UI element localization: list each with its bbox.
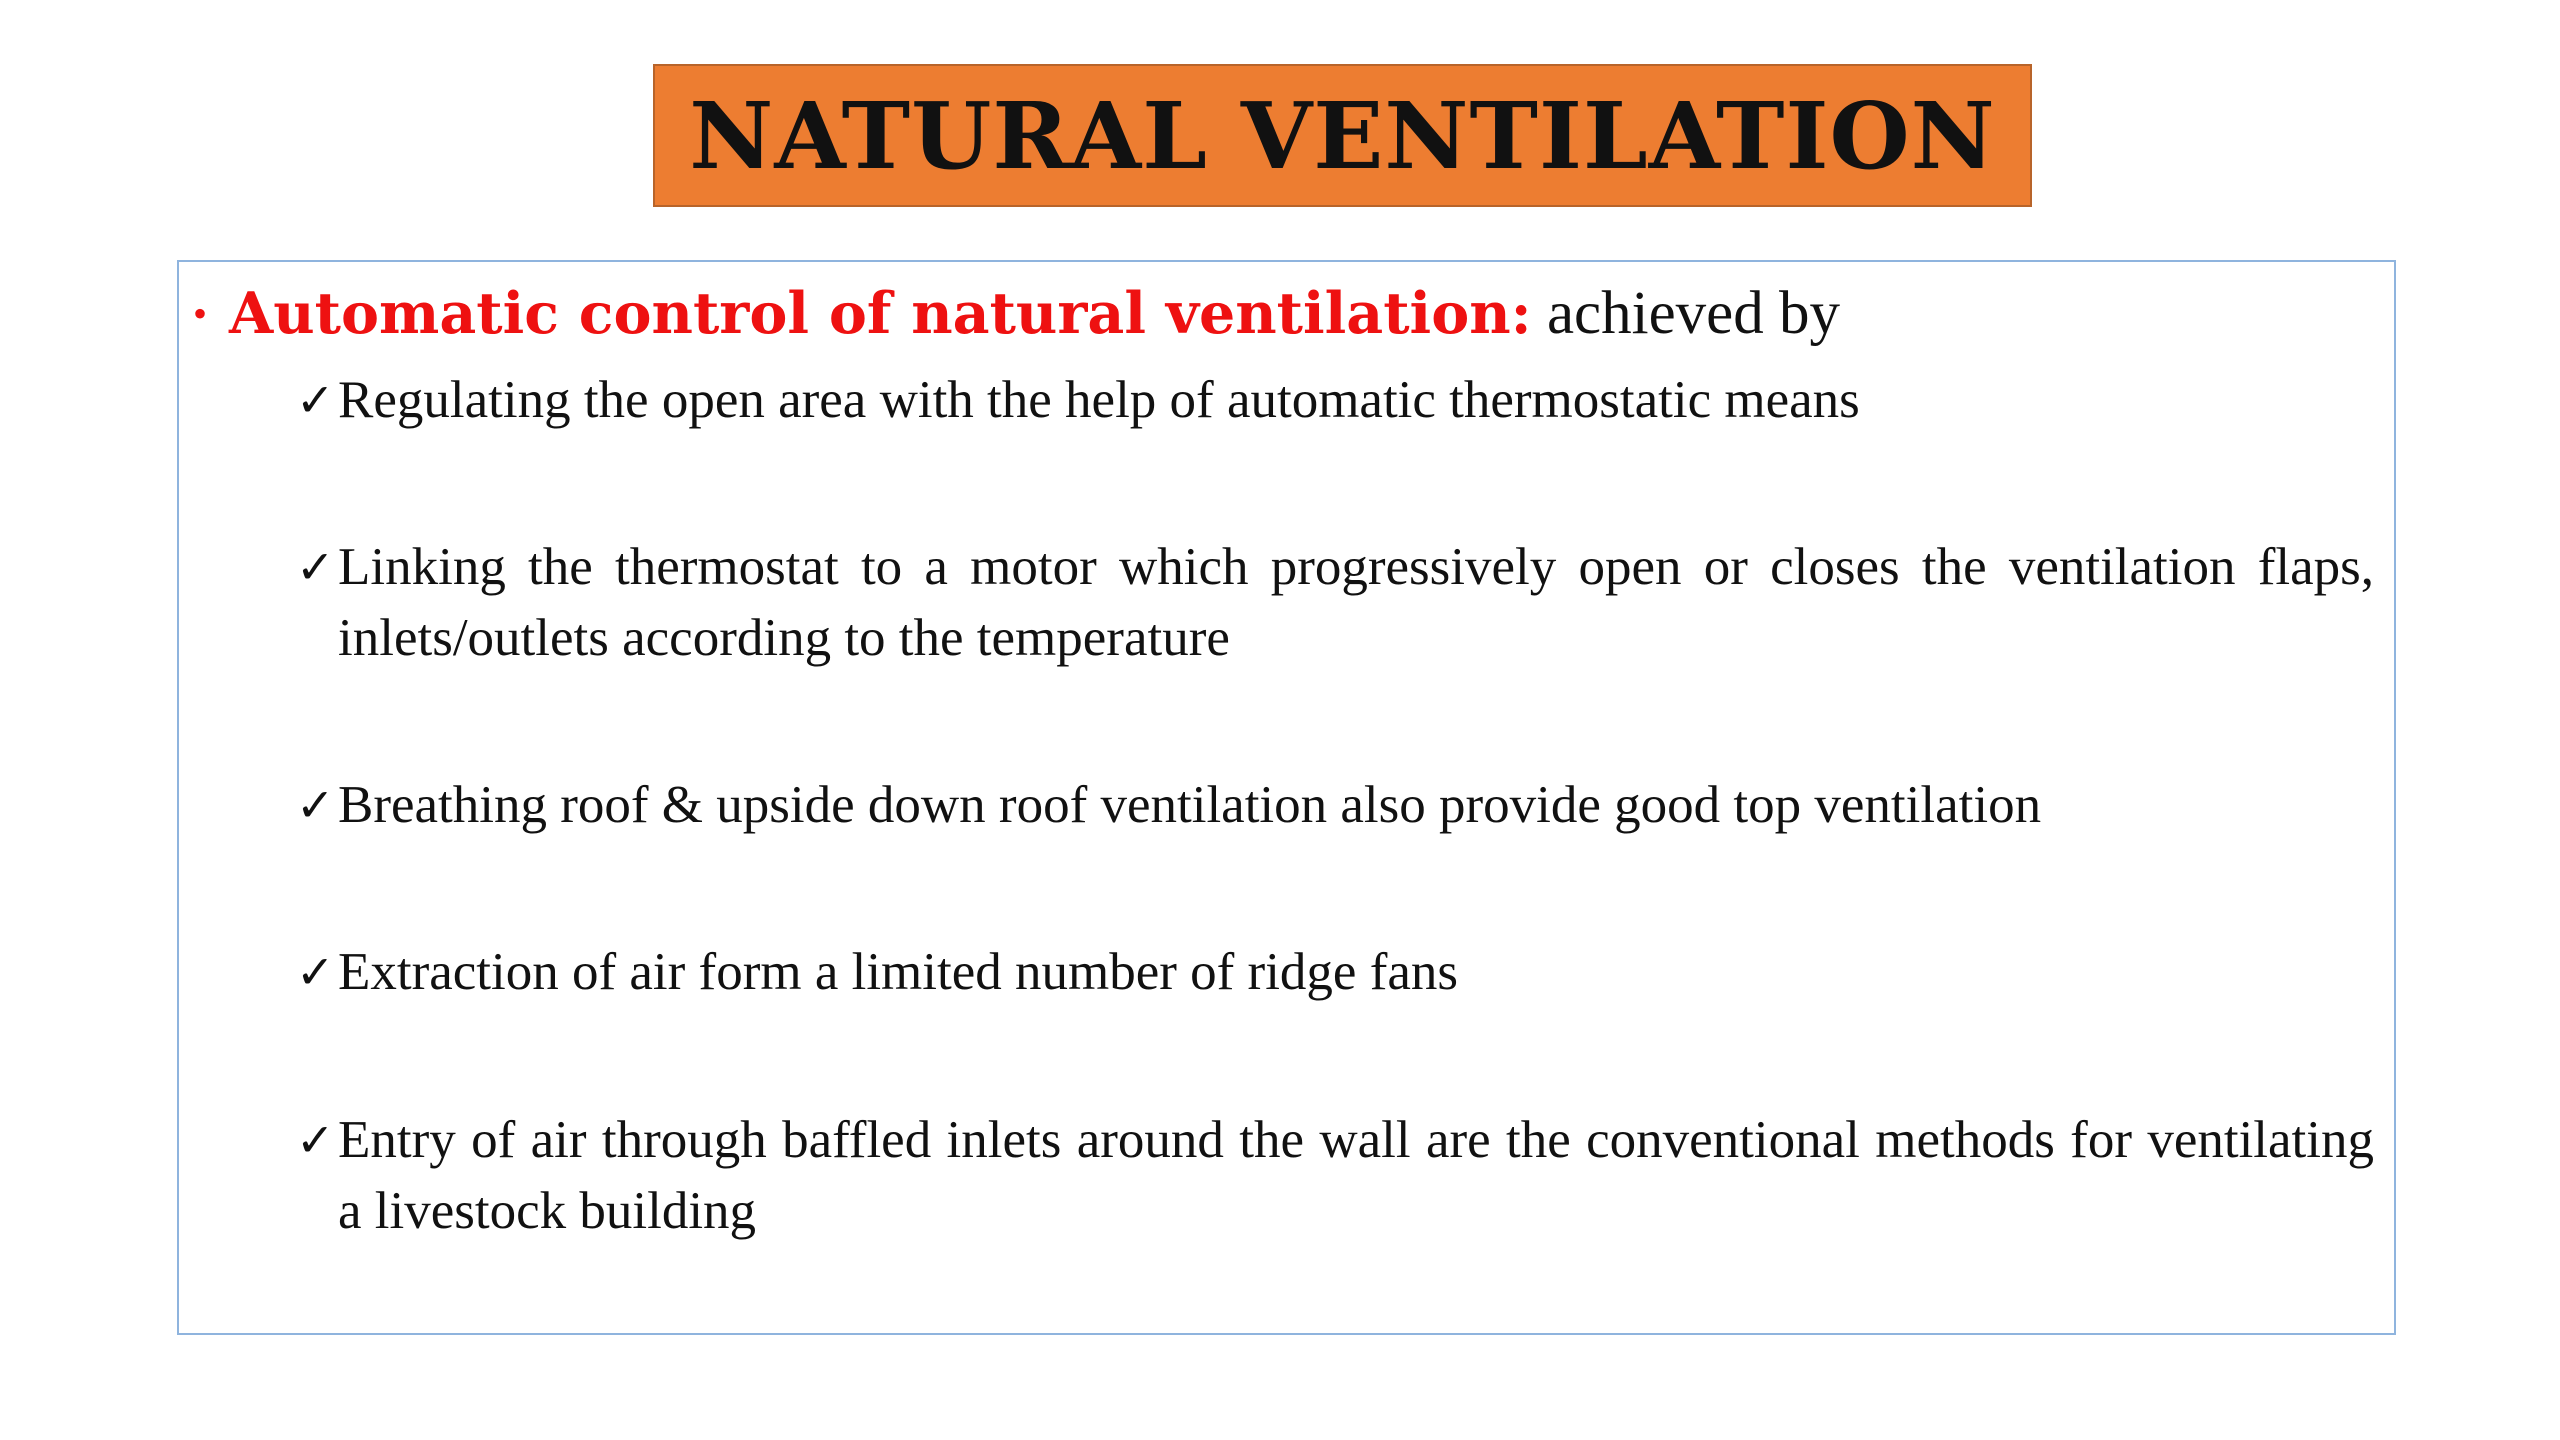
checkmark-icon: ✓ [296,1113,335,1167]
heading-rest-text: achieved by [1531,280,1840,347]
list-item-text: Breathing roof & upside down roof ventilation also provide good top ventilation [338,776,2042,834]
list-item-text: Linking the thermostat to a motor which progressively open or closes the ventilation flaps, inlets/outlets according to the temperature [338,538,2374,667]
list-item [296,532,2374,674]
list-item-text: Extraction of air form a limited number of ridge fans [338,943,1458,1001]
bullet-heading [193,274,2380,353]
checkmark-icon: ✓ [296,540,335,594]
list-item-text: Entry of air through baffled inlets around the wall are the conventional methods for ventilating a livestock building [338,1111,2374,1240]
list-item [296,770,2374,841]
list-item [296,365,2374,436]
slide-title: NATURAL VENTILATION [689,81,1996,190]
list-item-text: Regulating the open area with the help of automatic thermostatic means [338,371,1860,429]
checkmark-icon: ✓ [296,778,335,832]
heading-bold-text: Automatic control of natural ventilation: [229,280,1532,347]
title-banner [653,64,2032,207]
checkmark-icon: ✓ [296,373,335,427]
content-box [177,260,2396,1335]
list-item [296,1105,2374,1247]
checkmark-icon: ✓ [296,945,335,999]
bullet-dot-icon: • [193,291,208,336]
list-item [296,937,2374,1008]
